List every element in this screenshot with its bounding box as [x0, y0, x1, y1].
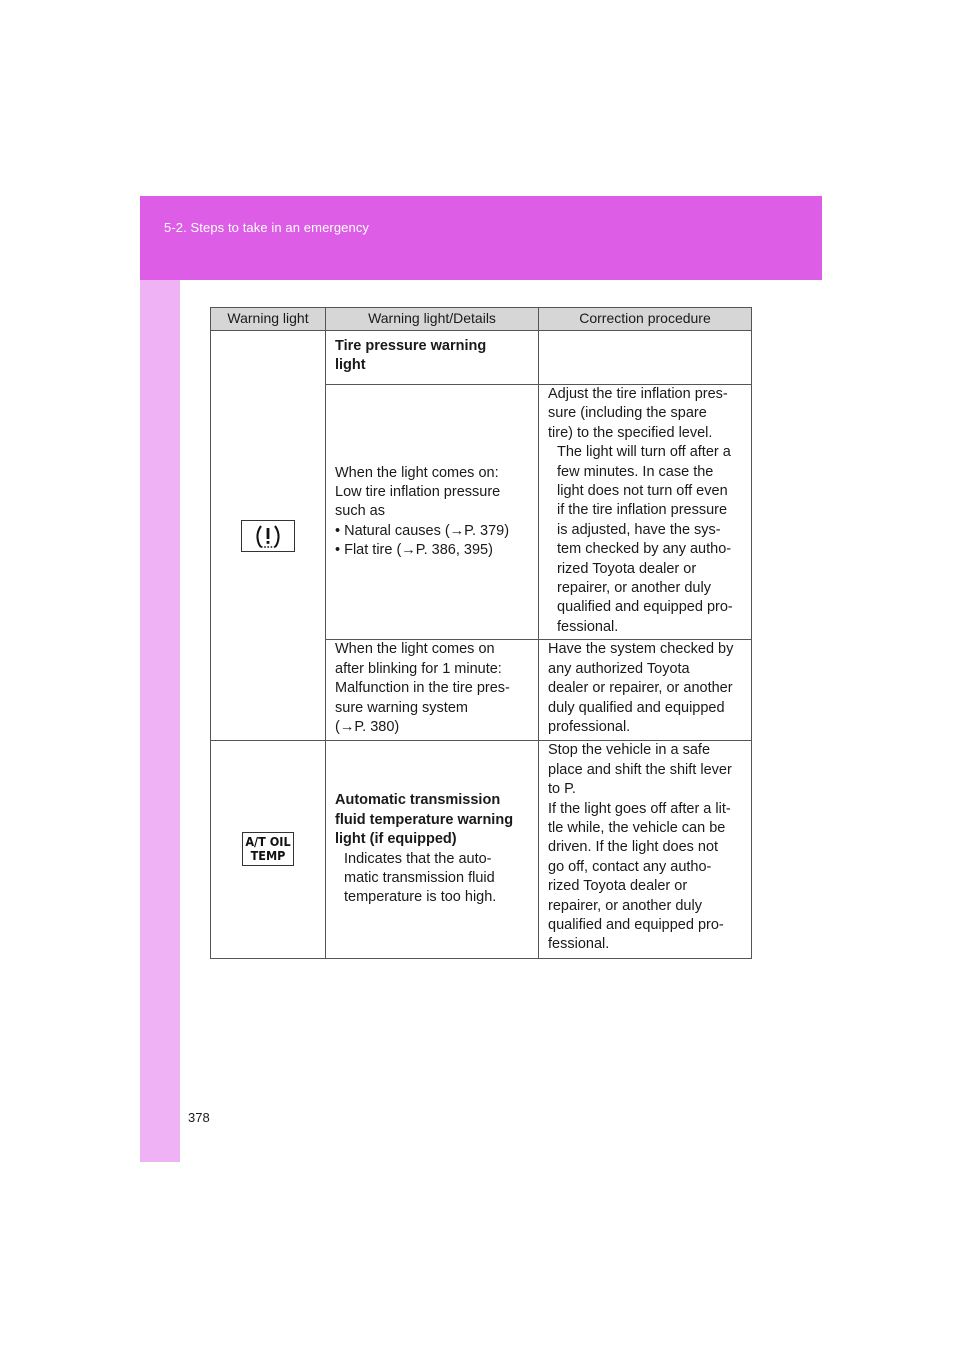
correction-line: to P. [548, 781, 576, 798]
correction-line: fessional. [548, 936, 610, 953]
tire-warning-title-cell [326, 331, 539, 385]
correction-line: Stop the vehicle in a safe [548, 742, 711, 759]
note-line: is adjusted, have the sys- [557, 521, 721, 538]
correction-line: rized Toyota dealer or [548, 878, 688, 895]
correction-line: place and shift the shift lever [548, 761, 732, 778]
tire-warning-title-line: Tire pressure warning [335, 338, 487, 354]
note-line: rized Toyota dealer or [557, 560, 697, 577]
detail-line: When the light comes on [335, 641, 495, 658]
correction-line: qualified and equipped pro- [548, 916, 724, 933]
oil-icon-cell [211, 741, 326, 958]
tire-icon-cell [211, 331, 326, 741]
detail-line: Indicates that the auto- [344, 850, 492, 867]
correction-line: tle while, the vehicle can be [548, 819, 726, 836]
correction-line: tire) to the specified level. [548, 424, 713, 441]
correction-line: sure (including the spare [548, 405, 707, 422]
column-header: Warning light [211, 308, 326, 331]
detail-line: such as [335, 503, 385, 520]
note-line: The light will turn off after a [557, 444, 731, 461]
tire-malfunction-details [326, 640, 539, 741]
correction-line: Have the system checked by [548, 641, 734, 658]
note-line: fessional. [557, 618, 619, 635]
section-sidebar-tab [140, 196, 180, 1162]
column-header: Correction procedure [539, 308, 752, 331]
oil-warning-description [335, 850, 531, 908]
note-line: qualified and equipped pro- [557, 599, 733, 616]
tire-malfunction-correction [539, 640, 752, 741]
note-line: repairer, or another duly [557, 580, 711, 597]
detail-line: Low tire inflation pressure [335, 484, 501, 501]
correction-line: any authorized Toyota [548, 660, 690, 677]
correction-line: repairer, or another duly [548, 897, 702, 914]
correction-note [548, 443, 744, 637]
oil-warning-title-line: fluid temperature warning [335, 811, 514, 828]
detail-line: temperature is too high. [344, 889, 497, 906]
detail-line: • Flat tire (→P. 386, 395) [335, 542, 493, 559]
table-row [211, 331, 752, 385]
page-number: 378 [188, 1110, 210, 1125]
correction-line: dealer or repairer, or another [548, 680, 733, 697]
warning-light-table [210, 307, 752, 959]
oil-warning-correction [539, 741, 752, 958]
note-line: few minutes. In case the [557, 463, 714, 480]
empty-cell [539, 331, 752, 385]
correction-line: duly qualified and equipped [548, 699, 725, 716]
oil-warning-title-line: Automatic transmission [335, 792, 501, 809]
tire-low-pressure-correction [539, 385, 752, 640]
detail-line: (→P. 380) [335, 718, 400, 735]
correction-line: Adjust the tire inflation pres- [548, 386, 728, 402]
detail-line: matic transmission fluid [344, 869, 495, 886]
tire-pressure-warning-icon [241, 520, 295, 552]
detail-line: When the light comes on: [335, 464, 499, 481]
correction-line: driven. If the light does not [548, 839, 719, 856]
oil-warning-details [326, 741, 539, 958]
section-header-band [140, 196, 822, 280]
icon-label: TEMP [250, 848, 286, 864]
table-row [211, 741, 752, 958]
note-line: if the tire inflation pressure [557, 502, 728, 519]
detail-line: after blinking for 1 minute: [335, 660, 502, 677]
note-line: tem checked by any autho- [557, 541, 732, 558]
at-oil-temp-warning-icon [242, 832, 294, 866]
note-line: light does not turn off even [557, 483, 728, 500]
column-header: Warning light/Details [326, 308, 539, 331]
detail-line: Malfunction in the tire pres- [335, 680, 510, 697]
detail-line: • Natural causes (→P. 379) [335, 522, 510, 539]
correction-line: go off, contact any autho- [548, 858, 712, 875]
section-title: 5-2. Steps to take in an emergency [164, 220, 370, 235]
correction-line: If the light goes off after a lit- [548, 800, 731, 817]
correction-line: professional. [548, 718, 631, 735]
table-header-row [211, 308, 752, 331]
tire-warning-title-line: light [335, 357, 366, 374]
tire-low-pressure-details [326, 385, 539, 640]
oil-warning-title-line: light (if equipped) [335, 831, 457, 848]
icon-label: A/T OIL [245, 834, 291, 850]
detail-line: sure warning system [335, 699, 468, 716]
